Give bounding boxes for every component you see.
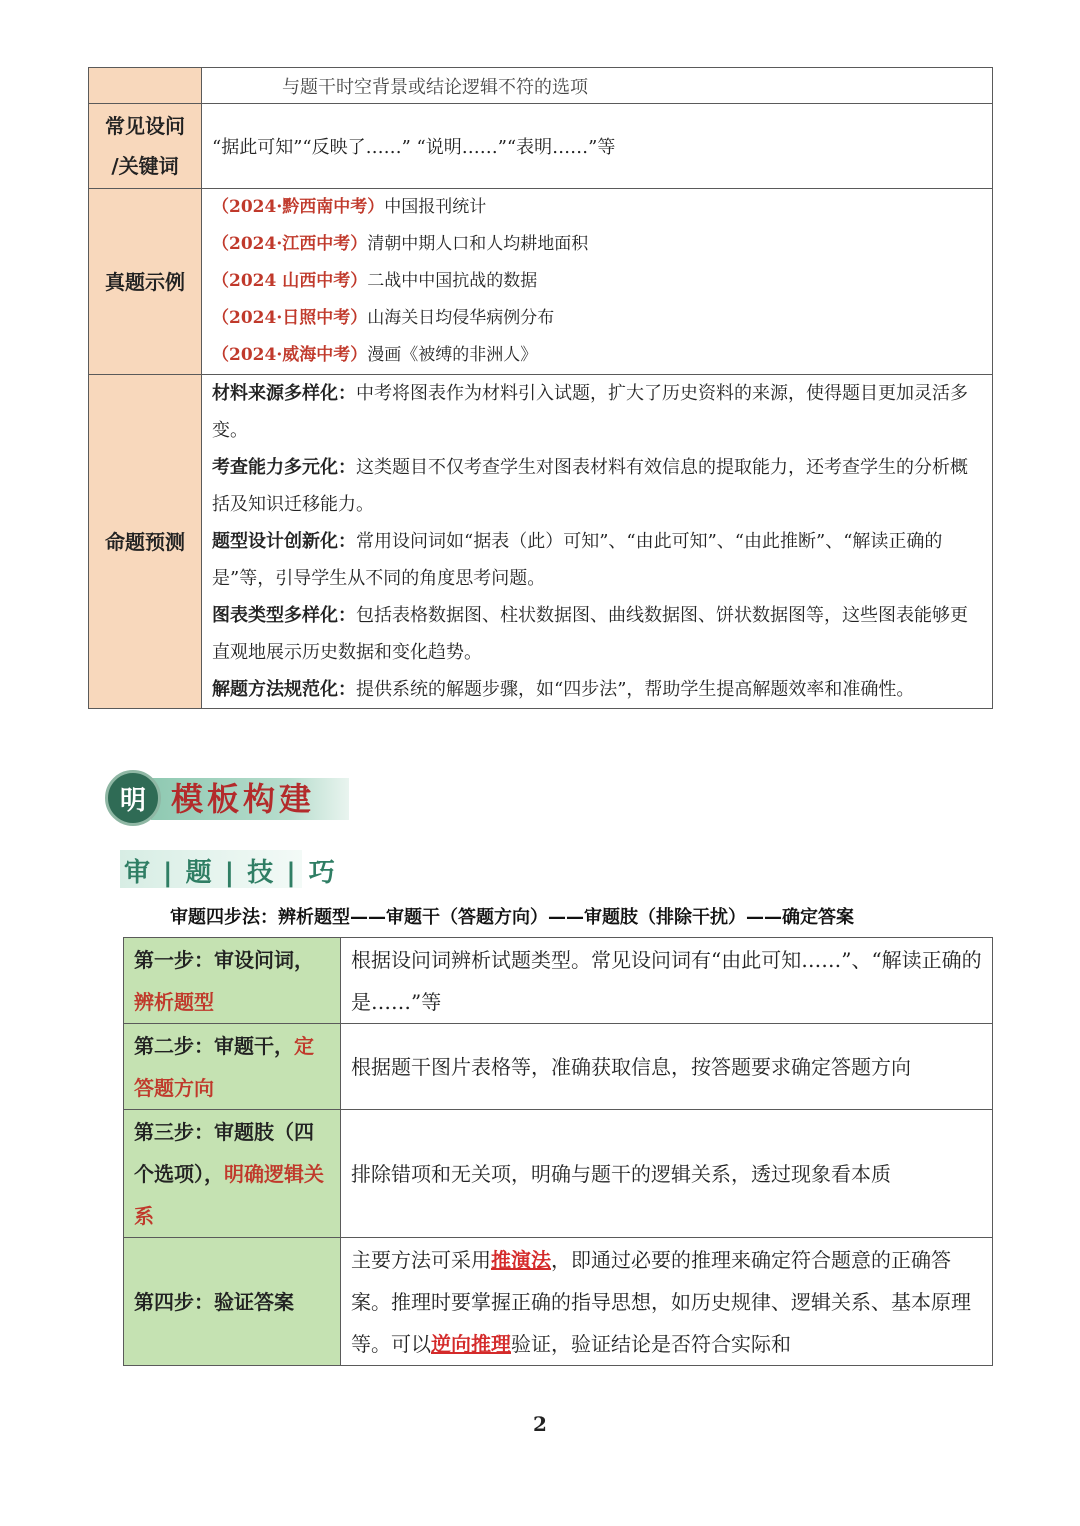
examples-label-text: 真题示例	[105, 269, 185, 294]
step-label-text: 第二步：审题干，	[134, 1033, 294, 1058]
example-source: （2024 山西中考）	[212, 271, 368, 291]
step-content-text: 主要方法可采用	[351, 1247, 491, 1272]
prediction-head: 解题方法规范化：	[212, 679, 356, 700]
prediction-content	[202, 375, 993, 709]
keywords-label-line1: 常见设问	[105, 114, 185, 138]
step-label-highlight: 定答题方向	[134, 1033, 314, 1100]
step-content-text: 根据设问词辨析试题类型。常见设问词有“由此可知……”、“解读正确的是……”等	[351, 947, 982, 1014]
prediction-body: 这类题目不仅考查学生对图表材料有效信息的提取能力，还考查学生的分析概括及知识迁移能力。	[212, 457, 968, 515]
example-topic: 中国报刊统计	[384, 197, 487, 217]
keywords-content	[202, 104, 993, 189]
step-label-text: 第四步：验证答案	[134, 1289, 294, 1314]
section-banner	[105, 770, 350, 830]
prediction-item	[212, 375, 982, 449]
step-keyword-underlined: 推演法	[491, 1247, 551, 1272]
prediction-body: 提供系统的解题步骤，如“四步法”，帮助学生提高解题效率和准确性。	[356, 679, 915, 700]
page-number: 2	[533, 1412, 547, 1436]
steps-table	[123, 937, 993, 1366]
step-content-text: 验证，验证结论是否符合实际和	[511, 1331, 791, 1356]
example-source: （2024·江西中考）	[212, 234, 368, 254]
step-label-highlight: 辨析题型	[134, 989, 214, 1014]
prediction-head: 题型设计创新化：	[212, 531, 356, 552]
step-label	[124, 1024, 341, 1110]
subheading-text: 审 | 题 | 技 | 巧	[124, 858, 337, 888]
prediction-item	[212, 449, 982, 523]
prediction-item	[212, 671, 982, 708]
banner-icon-char: 明	[119, 785, 146, 816]
prediction-body: 常用设问词如“据表（此）可知”、“由此可知”、“由此推断”、“解读正确的是”等，引导学生从不同的角度思考问题。	[212, 531, 943, 589]
step-content-text: 根据题干图片表格等，准确获取信息，按答题要求确定答题方向	[351, 1054, 911, 1079]
example-item	[212, 189, 982, 226]
keywords-text: “据此可知”“反映了……” “说明……”“表明……”等	[212, 137, 616, 158]
example-item	[212, 300, 982, 337]
continued-text: 与题干时空背景或结论逻辑不符的选项	[282, 76, 588, 98]
step-content	[341, 1110, 993, 1238]
step-content-text: 排除错项和无关项，明确与题干的逻辑关系，透过现象看本质	[351, 1161, 891, 1186]
step-content	[341, 1238, 993, 1366]
prediction-label-text: 命题预测	[105, 529, 185, 554]
examples-content	[202, 189, 993, 375]
banner-circle-icon	[105, 770, 161, 826]
example-topic: 山海关日均侵华病例分布	[367, 308, 555, 328]
prediction-head: 图表类型多样化：	[212, 605, 356, 626]
continued-text-cell	[202, 68, 993, 104]
exam-analysis-table	[88, 67, 993, 709]
prediction-head: 考查能力多元化：	[212, 457, 356, 478]
step-label-text: 第一步：审设问词，	[134, 947, 314, 972]
example-topic: 漫画《被缚的非洲人》	[367, 345, 538, 365]
step-label	[124, 1238, 341, 1366]
example-item	[212, 263, 982, 300]
example-source: （2024·日照中考）	[212, 308, 368, 328]
banner-title: 模板构建	[171, 780, 316, 818]
example-topic: 二战中中国抗战的数据	[367, 271, 538, 291]
steps-title: 审题四步法：辨析题型——审题干（答题方向）——审题肢（排除干扰）——确定答案	[170, 907, 854, 928]
step-content-text: ，即通过必要的推理来确定符合题意的正确答案。推理时要掌握正确的指导思想，如历史规律、逻辑关系、基本原理等。可以	[351, 1247, 971, 1356]
prediction-head: 材料来源多样化：	[212, 383, 356, 404]
step-content	[341, 1024, 993, 1110]
prediction-item	[212, 523, 982, 597]
step-content	[341, 938, 993, 1024]
empty-label-cell	[89, 68, 202, 104]
keywords-label	[89, 104, 202, 189]
prediction-label	[89, 375, 202, 709]
prediction-item	[212, 597, 982, 671]
step-label-text: 第三步：审题肢（四个选项），	[134, 1119, 314, 1186]
step-label	[124, 938, 341, 1024]
examples-label	[89, 189, 202, 375]
example-source: （2024·威海中考）	[212, 345, 368, 365]
example-item	[212, 337, 982, 374]
step-label-highlight: 明确逻辑关系	[134, 1161, 324, 1228]
prediction-body: 中考将图表作为材料引入试题，扩大了历史资料的来源，使得题目更加灵活多变。	[212, 383, 968, 441]
step-label	[124, 1110, 341, 1238]
prediction-body: 包括表格数据图、柱状数据图、曲线数据图、饼状数据图等，这些图表能够更直观地展示历史数据和变化趋势。	[212, 605, 968, 663]
example-item	[212, 226, 982, 263]
step-keyword-underlined: 逆向推理	[431, 1331, 511, 1356]
example-topic: 清朝中期人口和人均耕地面积	[367, 234, 589, 254]
subheading	[120, 850, 337, 888]
example-source: （2024·黔西南中考）	[212, 197, 385, 217]
keywords-label-line2: /关键词	[111, 154, 179, 178]
